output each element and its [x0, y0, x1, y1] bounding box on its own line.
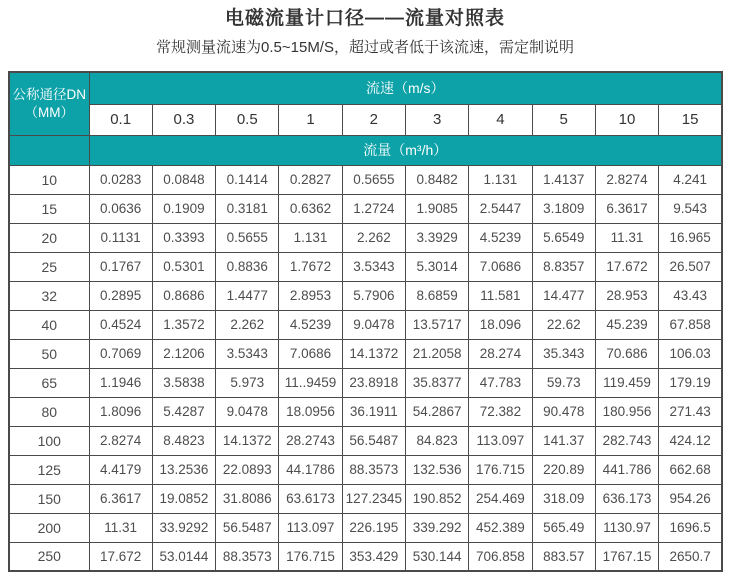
- corner-header-line1: 公称通径DN: [12, 86, 86, 102]
- flow-value-cell: 16.965: [659, 223, 722, 252]
- flow-value-cell: 530.144: [405, 542, 468, 571]
- flow-value-cell: 2.262: [342, 223, 405, 252]
- flow-value-cell: 18.096: [469, 310, 532, 339]
- flow-value-cell: 59.73: [532, 368, 595, 397]
- flow-value-cell: 883.57: [532, 542, 595, 571]
- table-row: [9, 252, 722, 281]
- flow-value-cell: 0.4524: [89, 310, 152, 339]
- flow-value-cell: 11..9459: [279, 368, 342, 397]
- flow-value-cell: 636.173: [595, 484, 658, 513]
- velocity-header-cell: 10: [595, 104, 658, 135]
- flow-value-cell: 1.131: [279, 223, 342, 252]
- page-subtitle: 常规测量流速为0.5~15M/S，超过或者低于该流速，需定制说明: [156, 39, 574, 56]
- table-row: [9, 368, 722, 397]
- flow-value-cell: 56.5487: [216, 513, 279, 542]
- dn-cell: 50: [9, 339, 89, 368]
- table-row: [9, 426, 722, 455]
- flow-value-cell: 67.858: [659, 310, 722, 339]
- flow-value-cell: 0.1414: [216, 165, 279, 194]
- page-title: 电磁流量计口径——流量对照表: [224, 8, 505, 29]
- flow-value-cell: 2.8953: [279, 281, 342, 310]
- flow-value-cell: 5.6549: [532, 223, 595, 252]
- flow-value-cell: 0.0636: [89, 194, 152, 223]
- flow-value-cell: 4.5239: [469, 223, 532, 252]
- flow-value-cell: 113.097: [469, 426, 532, 455]
- flow-value-cell: 8.6859: [405, 281, 468, 310]
- velocity-header-cell: 0.3: [152, 104, 215, 135]
- flow-value-cell: 8.8357: [532, 252, 595, 281]
- flow-value-cell: 113.097: [279, 513, 342, 542]
- flow-value-cell: 176.715: [469, 455, 532, 484]
- flow-value-cell: 9.543: [659, 194, 722, 223]
- flow-value-cell: 88.3573: [216, 542, 279, 571]
- dn-cell: 250: [9, 542, 89, 571]
- flow-value-cell: 0.1767: [89, 252, 152, 281]
- flow-value-cell: 14.1372: [342, 339, 405, 368]
- dn-cell: 80: [9, 397, 89, 426]
- flow-value-cell: 35.343: [532, 339, 595, 368]
- dn-cell: 10: [9, 165, 89, 194]
- flow-value-cell: 5.973: [216, 368, 279, 397]
- dn-cell: 200: [9, 513, 89, 542]
- flow-value-cell: 1.4477: [216, 281, 279, 310]
- velocity-header-cell: 0.5: [216, 104, 279, 135]
- flow-value-cell: 0.3181: [216, 194, 279, 223]
- flow-value-cell: 28.2743: [279, 426, 342, 455]
- flow-value-cell: 23.8918: [342, 368, 405, 397]
- flow-value-cell: 0.1131: [89, 223, 152, 252]
- flow-value-cell: 13.2536: [152, 455, 215, 484]
- dn-cell: 125: [9, 455, 89, 484]
- flow-value-cell: 190.852: [405, 484, 468, 513]
- flow-value-cell: 43.43: [659, 281, 722, 310]
- flow-value-cell: 5.3014: [405, 252, 468, 281]
- flow-value-cell: 33.9292: [152, 513, 215, 542]
- flow-value-cell: 11.31: [89, 513, 152, 542]
- table-row: [9, 484, 722, 513]
- flow-value-cell: 14.1372: [216, 426, 279, 455]
- flow-value-cell: 0.2827: [279, 165, 342, 194]
- flow-value-cell: 424.12: [659, 426, 722, 455]
- flow-value-cell: 63.6173: [279, 484, 342, 513]
- flow-comparison-table: [8, 71, 723, 572]
- flow-value-cell: 28.274: [469, 339, 532, 368]
- flow-value-cell: 3.5838: [152, 368, 215, 397]
- flow-value-cell: 339.292: [405, 513, 468, 542]
- flow-value-cell: 2.8274: [89, 426, 152, 455]
- flow-value-cell: 353.429: [342, 542, 405, 571]
- flow-value-cell: 22.62: [532, 310, 595, 339]
- flow-value-cell: 53.0144: [152, 542, 215, 571]
- flow-value-cell: 176.715: [279, 542, 342, 571]
- flow-value-cell: 0.8482: [405, 165, 468, 194]
- flow-value-cell: 3.5343: [342, 252, 405, 281]
- flow-value-cell: 5.4287: [152, 397, 215, 426]
- flow-value-cell: 72.382: [469, 397, 532, 426]
- flow-value-cell: 0.5655: [216, 223, 279, 252]
- flow-value-cell: 5.7906: [342, 281, 405, 310]
- flow-value-cell: 11.31: [595, 223, 658, 252]
- flow-value-cell: 13.5717: [405, 310, 468, 339]
- flow-value-cell: 226.195: [342, 513, 405, 542]
- dn-cell: 150: [9, 484, 89, 513]
- flow-value-cell: 17.672: [595, 252, 658, 281]
- flow-value-cell: 0.0848: [152, 165, 215, 194]
- flow-value-cell: 271.43: [659, 397, 722, 426]
- flow-value-cell: 21.2058: [405, 339, 468, 368]
- flow-value-cell: 1.1946: [89, 368, 152, 397]
- flow-unit-corner-cell: [9, 135, 89, 165]
- velocity-header-cell: 0.1: [89, 104, 152, 135]
- flow-value-cell: 90.478: [532, 397, 595, 426]
- flow-value-cell: 47.783: [469, 368, 532, 397]
- flow-value-cell: 56.5487: [342, 426, 405, 455]
- flow-value-cell: 127.2345: [342, 484, 405, 513]
- flow-value-cell: 6.3617: [595, 194, 658, 223]
- flow-value-cell: 179.19: [659, 368, 722, 397]
- dn-cell: 15: [9, 194, 89, 223]
- flow-value-cell: 662.68: [659, 455, 722, 484]
- flow-value-cell: 0.5655: [342, 165, 405, 194]
- flow-value-cell: 119.459: [595, 368, 658, 397]
- flow-value-cell: 2.262: [216, 310, 279, 339]
- flow-value-cell: 1130.97: [595, 513, 658, 542]
- table-row: [9, 339, 722, 368]
- flow-value-cell: 4.4179: [89, 455, 152, 484]
- flow-value-cell: 1696.5: [659, 513, 722, 542]
- flow-value-cell: 3.3929: [405, 223, 468, 252]
- corner-header-line2: （MM）: [24, 104, 74, 120]
- flow-value-cell: 36.1911: [342, 397, 405, 426]
- flow-value-cell: 0.8686: [152, 281, 215, 310]
- flow-value-cell: 19.0852: [152, 484, 215, 513]
- flow-value-cell: 2.1206: [152, 339, 215, 368]
- velocity-header-cell: 3: [405, 104, 468, 135]
- velocity-header-cell: 1: [279, 104, 342, 135]
- table-row: [9, 223, 722, 252]
- flow-value-cell: 0.0283: [89, 165, 152, 194]
- velocity-group-header: 流速（m/s）: [89, 72, 722, 104]
- flow-value-cell: 84.823: [405, 426, 468, 455]
- dn-cell: 65: [9, 368, 89, 397]
- flow-value-cell: 70.686: [595, 339, 658, 368]
- flow-unit-header-row: [9, 135, 722, 165]
- flow-value-cell: 11.581: [469, 281, 532, 310]
- velocity-header-cell: 15: [659, 104, 722, 135]
- flow-value-cell: 9.0478: [216, 397, 279, 426]
- dn-cell: 32: [9, 281, 89, 310]
- flow-value-cell: 8.4823: [152, 426, 215, 455]
- flow-value-cell: 0.1909: [152, 194, 215, 223]
- flow-value-cell: 3.1809: [532, 194, 595, 223]
- velocity-values-row: [9, 104, 722, 135]
- flow-value-cell: 132.536: [405, 455, 468, 484]
- flow-value-cell: 318.09: [532, 484, 595, 513]
- table-row: [9, 542, 722, 571]
- flow-value-cell: 141.37: [532, 426, 595, 455]
- flow-value-cell: 180.956: [595, 397, 658, 426]
- flow-value-cell: 31.8086: [216, 484, 279, 513]
- flow-value-cell: 954.26: [659, 484, 722, 513]
- flow-value-cell: 4.5239: [279, 310, 342, 339]
- flow-value-cell: 9.0478: [342, 310, 405, 339]
- flow-value-cell: 441.786: [595, 455, 658, 484]
- table-row: [9, 397, 722, 426]
- flow-value-cell: 4.241: [659, 165, 722, 194]
- flow-value-cell: 6.3617: [89, 484, 152, 513]
- flow-value-cell: 17.672: [89, 542, 152, 571]
- flow-value-cell: 1.9085: [405, 194, 468, 223]
- flow-value-cell: 1.131: [469, 165, 532, 194]
- flow-value-cell: 1.8096: [89, 397, 152, 426]
- table-row: [9, 513, 722, 542]
- flow-value-cell: 1.2724: [342, 194, 405, 223]
- velocity-header-cell: 5: [532, 104, 595, 135]
- flow-value-cell: 3.5343: [216, 339, 279, 368]
- flow-value-cell: 1.3572: [152, 310, 215, 339]
- flow-value-cell: 2.8274: [595, 165, 658, 194]
- flow-value-cell: 2650.7: [659, 542, 722, 571]
- table-row: [9, 310, 722, 339]
- dn-cell: 20: [9, 223, 89, 252]
- flow-value-cell: 0.3393: [152, 223, 215, 252]
- flow-value-cell: 44.1786: [279, 455, 342, 484]
- table-row: [9, 281, 722, 310]
- flow-value-cell: 54.2867: [405, 397, 468, 426]
- table-header-row-velocity-group: [9, 72, 722, 104]
- flow-group-header: 流量（m³/h）: [89, 135, 722, 165]
- velocity-header-cell: 4: [469, 104, 532, 135]
- flow-value-cell: 565.49: [532, 513, 595, 542]
- flow-value-cell: 1.7672: [279, 252, 342, 281]
- velocity-header-cell: 2: [342, 104, 405, 135]
- flow-value-cell: 7.0686: [469, 252, 532, 281]
- corner-header-cell: [9, 72, 89, 135]
- flow-value-cell: 1.4137: [532, 165, 595, 194]
- dn-cell: 100: [9, 426, 89, 455]
- flow-value-cell: 26.507: [659, 252, 722, 281]
- flow-value-cell: 45.239: [595, 310, 658, 339]
- flow-value-cell: 0.6362: [279, 194, 342, 223]
- flow-value-cell: 1767.15: [595, 542, 658, 571]
- flow-value-cell: 452.389: [469, 513, 532, 542]
- flow-value-cell: 282.743: [595, 426, 658, 455]
- dn-cell: 25: [9, 252, 89, 281]
- flow-value-cell: 14.477: [532, 281, 595, 310]
- table-row: [9, 194, 722, 223]
- table-row: [9, 165, 722, 194]
- flow-value-cell: 28.953: [595, 281, 658, 310]
- flow-value-cell: 18.0956: [279, 397, 342, 426]
- flow-value-cell: 706.858: [469, 542, 532, 571]
- flow-value-cell: 220.89: [532, 455, 595, 484]
- flow-value-cell: 0.7069: [89, 339, 152, 368]
- flow-value-cell: 7.0686: [279, 339, 342, 368]
- flow-value-cell: 106.03: [659, 339, 722, 368]
- flow-value-cell: 254.469: [469, 484, 532, 513]
- flow-value-cell: 35.8377: [405, 368, 468, 397]
- flow-value-cell: 0.2895: [89, 281, 152, 310]
- table-row: [9, 455, 722, 484]
- flow-value-cell: 2.5447: [469, 194, 532, 223]
- flow-value-cell: 22.0893: [216, 455, 279, 484]
- dn-cell: 40: [9, 310, 89, 339]
- flow-value-cell: 88.3573: [342, 455, 405, 484]
- flow-value-cell: 0.5301: [152, 252, 215, 281]
- flow-value-cell: 0.8836: [216, 252, 279, 281]
